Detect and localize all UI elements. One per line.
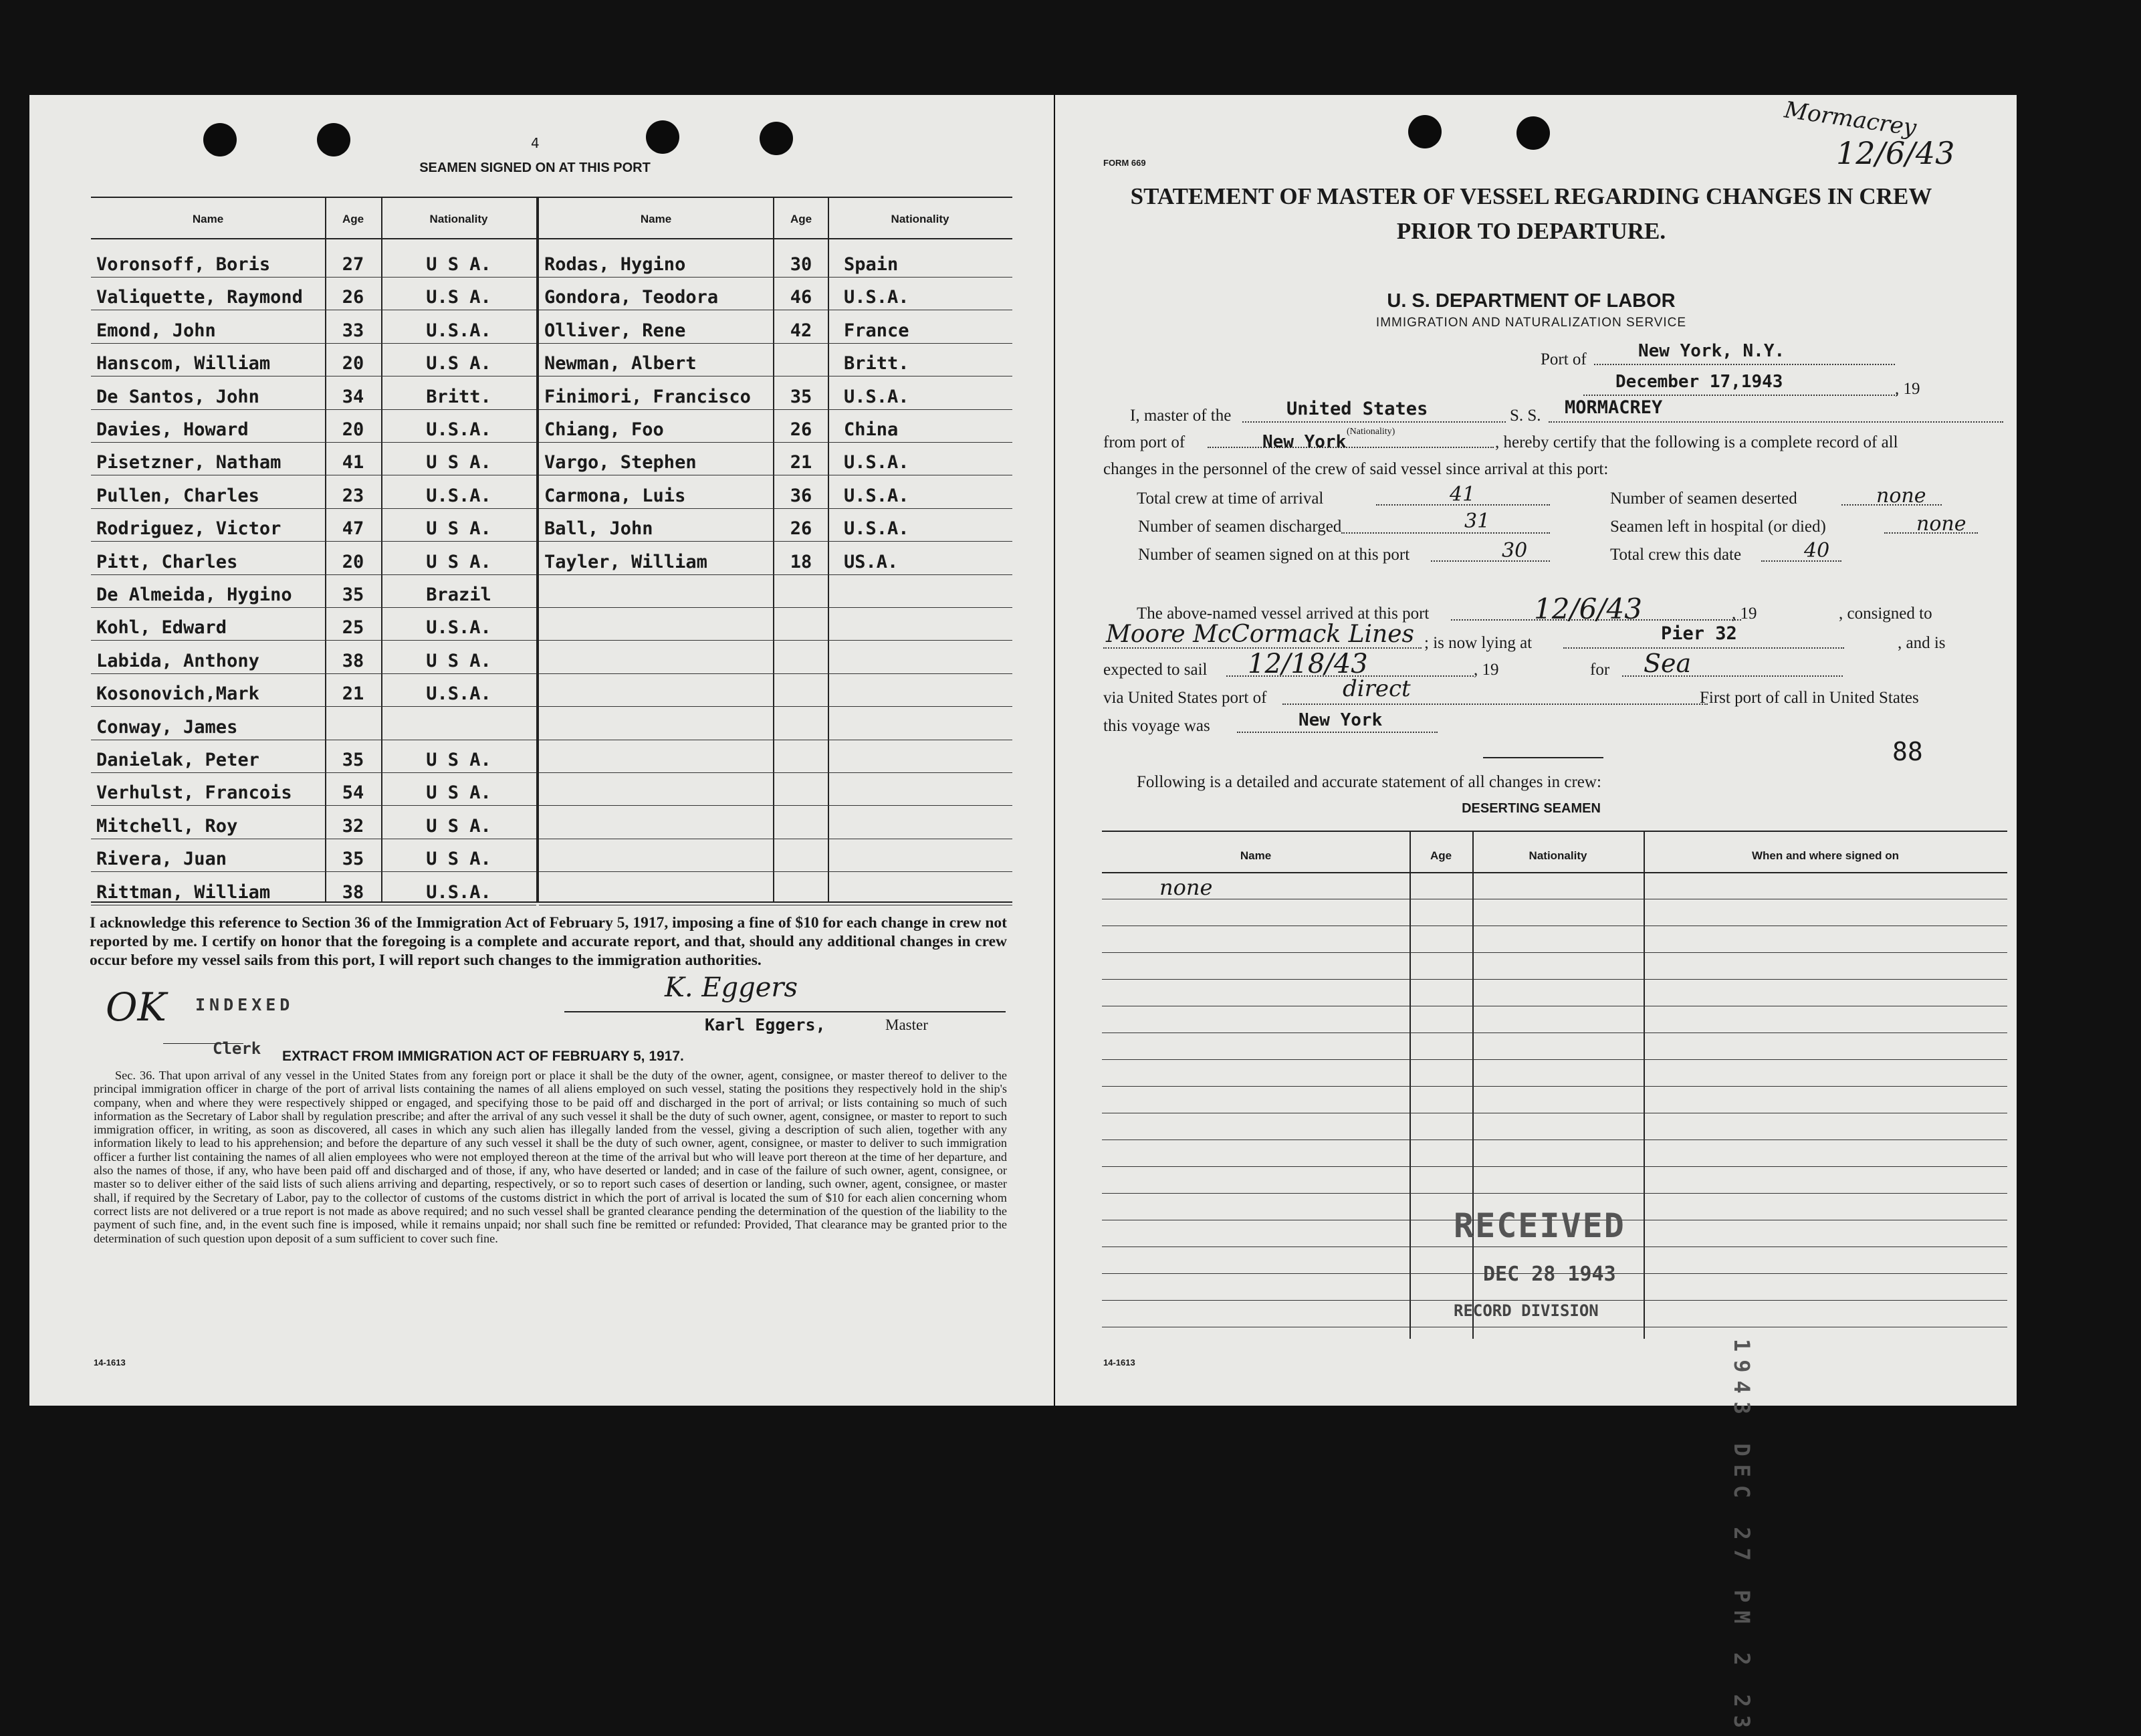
column-header-age: Age (1430, 849, 1452, 862)
column-header-name: Name (192, 213, 224, 225)
seaman-name: Chiang, Foo (544, 419, 664, 440)
seaman-name: De Almeida, Hygino (96, 584, 292, 605)
seaman-age: 38 (342, 881, 364, 903)
and-is-label: , and is (1898, 634, 1946, 652)
seaman-nationality: U S A. (426, 650, 491, 671)
side-number: 88 (1892, 737, 1923, 766)
seaman-age: 38 (342, 650, 364, 671)
seaman-age: 18 (790, 551, 812, 572)
column-header-signed-on: When and where signed on (1751, 849, 1900, 862)
master-signature: K. Eggers (665, 972, 798, 1003)
seaman-name: Pisetzner, Natham (96, 452, 281, 473)
seaman-nationality: Spain (844, 254, 899, 275)
service-name: IMMIGRATION AND NATURALIZATION SERVICE (1375, 316, 1687, 330)
seaman-age: 35 (342, 849, 364, 870)
seaman-name: Davies, Howard (96, 419, 249, 440)
seaman-age: 42 (790, 320, 812, 341)
date-time-stamp: 1943 DEC 27 PM 2 23 (1729, 1339, 1755, 1736)
arrived-suffix: , 19 (1732, 605, 1757, 623)
seaman-age: 21 (790, 452, 812, 473)
seaman-name: Newman, Albert (544, 353, 697, 374)
seaman-name: Mitchell, Roy (96, 815, 238, 837)
seaman-name: Hanscom, William (96, 353, 271, 374)
clerk-stamp: Clerk (213, 1039, 261, 1058)
consignee-value: Moore McCormack Lines (1106, 621, 1415, 648)
signed-on-value: 30 (1502, 539, 1528, 562)
seaman-age: 23 (342, 485, 364, 506)
master-prefix: I, master of the (1130, 407, 1232, 425)
seaman-name: Rivera, Juan (96, 849, 227, 870)
column-header-nationality: Nationality (891, 213, 949, 225)
column-header-name: Name (1240, 849, 1272, 862)
seaman-age: 34 (342, 386, 364, 407)
seaman-nationality: U.S.A. (844, 518, 909, 540)
seaman-age: 21 (342, 683, 364, 705)
port-label: Port of (1541, 350, 1587, 368)
seaman-age: 30 (790, 254, 812, 275)
seaman-age: 35 (790, 386, 812, 407)
expected-suffix: , 19 (1474, 661, 1499, 679)
voyage-value: New York (1299, 710, 1383, 730)
seaman-nationality: China (844, 419, 899, 440)
seaman-nationality: U.S.A. (844, 485, 909, 506)
deserting-seamen-title: DESERTING SEAMEN (1462, 801, 1601, 816)
left-page (29, 95, 1054, 1406)
seaman-nationality: U S A. (426, 452, 491, 473)
seaman-nationality: U.S.A. (426, 683, 491, 705)
seaman-nationality: U S A. (426, 782, 491, 804)
seaman-age: 35 (342, 750, 364, 770)
seaman-name: Rodriguez, Victor (96, 518, 281, 540)
indexed-stamp: INDEXED (195, 995, 294, 1014)
department-name: U. S. DEPARTMENT OF LABOR (1387, 290, 1676, 312)
seaman-age: 26 (342, 287, 364, 308)
column-header-name: Name (640, 213, 672, 225)
corner-note: Mormacrey (1783, 96, 1918, 142)
seaman-age: 27 (342, 254, 364, 275)
seaman-name: Finimori, Francisco (544, 386, 751, 407)
certify-text: , hereby certify that the following is a complete record of all (1495, 433, 1898, 451)
port-value: New York, N.Y. (1638, 341, 1785, 361)
vessel-nationality: United States (1286, 399, 1428, 419)
total-arrival-value: 41 (1450, 483, 1476, 506)
total-date-value: 40 (1804, 539, 1830, 562)
punch-hole (1516, 116, 1550, 150)
right-page (1055, 95, 2017, 1736)
seaman-name: Ball, John (544, 518, 653, 540)
first-port-label: First port of call in United States (1700, 689, 1919, 707)
extract-title: EXTRACT FROM IMMIGRATION ACT OF FEBRUARY 5, 1917. (282, 1049, 684, 1064)
column-header-age: Age (342, 213, 364, 225)
discharged-label: Number of seamen discharged (1138, 518, 1342, 536)
certify-text-line2: changes in the personnel of the crew of said vessel since arrival at this port: (1103, 460, 1609, 478)
seaman-name: Labida, Anthony (96, 650, 259, 671)
via-port-value: direct (1343, 675, 1411, 702)
punch-hole (317, 123, 350, 156)
ss-label: S. S. (1510, 407, 1541, 425)
expected-sail-label: expected to sail (1103, 661, 1208, 679)
seaman-age: 20 (342, 419, 364, 440)
seaman-nationality: U.S A. (426, 287, 491, 308)
seaman-nationality: U S A. (426, 750, 491, 770)
seaman-name: Carmona, Luis (544, 485, 686, 506)
received-date-stamp: DEC 28 1943 (1483, 1263, 1616, 1286)
seaman-nationality: Brazil (426, 584, 491, 605)
seaman-nationality: U.S.A. (426, 617, 491, 639)
corner-date: 12/6/43 (1836, 135, 1955, 171)
for-value: Sea (1644, 649, 1692, 678)
master-name: Karl Eggers, (705, 1015, 826, 1035)
column-header-nationality: Nationality (429, 213, 488, 225)
punch-hole (203, 123, 237, 156)
vessel-name: MORMACREY (1565, 397, 1663, 418)
seaman-nationality: U S A. (426, 849, 491, 870)
following-text: Following is a detailed and accurate statement of all changes in crew: (1137, 773, 1601, 791)
total-arrival-label: Total crew at time of arrival (1137, 490, 1324, 508)
seaman-name: Rittman, William (96, 881, 271, 903)
acknowledgment-text: I acknowledge this reference to Section 36 of the Immigration Act of February 5, 1917, imposing a fine of $10 for each change in crew not reported by me. I certify on honor that the foregoing is a complete and accurate report, and that, should any additional changes in crew occur before my vessel sails from this port, I will report such changes to the immigration authorities. (90, 914, 1007, 969)
via-port-label: via United States port of (1103, 689, 1267, 707)
seaman-age: 47 (342, 518, 364, 540)
seaman-nationality: U.S.A. (844, 386, 909, 407)
seaman-name: Kohl, Edward (96, 617, 227, 639)
seaman-name: Valiquette, Raymond (96, 287, 303, 308)
from-port-label: from port of (1103, 433, 1186, 451)
master-title: Master (885, 1016, 928, 1033)
seaman-nationality: U.S.A. (426, 485, 491, 506)
seaman-age: 46 (790, 287, 812, 308)
seaman-age: 25 (342, 617, 364, 639)
seaman-name: Rodas, Hygino (544, 254, 686, 275)
lying-value: Pier 32 (1661, 623, 1737, 644)
hospital-label: Seamen left in hospital (or died) (1610, 518, 1826, 536)
punch-hole (760, 122, 793, 155)
seaman-nationality: Britt. (426, 386, 491, 407)
seaman-nationality: U S A. (426, 815, 491, 837)
deserting-entry: none (1159, 875, 1213, 900)
seaman-name: Vargo, Stephen (544, 452, 697, 473)
signed-on-label: Number of seamen signed on at this port (1138, 546, 1410, 564)
seaman-age: 41 (342, 452, 364, 473)
seaman-name: Tayler, William (544, 551, 707, 572)
date-suffix: , 19 (1895, 380, 1920, 398)
seaman-name: Voronsoff, Boris (96, 254, 271, 275)
from-port-value: New York (1262, 432, 1347, 452)
seaman-age: 26 (790, 518, 812, 540)
form-title-line2: PRIOR TO DEPARTURE. (1396, 218, 1666, 244)
seaman-nationality: U S A. (426, 551, 491, 572)
seaman-name: Gondora, Teodora (544, 287, 719, 308)
seaman-nationality: US.A. (844, 551, 899, 572)
deserted-value: none (1876, 484, 1926, 508)
seaman-name: Verhulst, Francois (96, 782, 292, 804)
seaman-age: 26 (790, 419, 812, 440)
record-division-stamp: RECORD DIVISION (1454, 1301, 1599, 1320)
seaman-name: Kosonovich,Mark (96, 683, 259, 705)
seaman-name: Pitt, Charles (96, 551, 238, 572)
arrived-label: The above-named vessel arrived at this port (1137, 605, 1430, 623)
seaman-age: 20 (342, 551, 364, 572)
seaman-nationality: U.S A. (426, 353, 491, 374)
seaman-nationality: U.S.A. (844, 287, 909, 308)
column-header-nationality: Nationality (1529, 849, 1587, 862)
seaman-nationality: France (844, 320, 909, 341)
form-code: 14-1613 (94, 1358, 126, 1368)
section-title: SEAMEN SIGNED ON AT THIS PORT (419, 160, 651, 175)
seaman-name: Conway, James (96, 716, 238, 738)
seaman-nationality: Britt. (844, 353, 909, 374)
voyage-label: this voyage was (1103, 717, 1210, 735)
page-number: 4 (531, 135, 540, 151)
seaman-nationality: U.S.A. (426, 419, 491, 440)
form-number: FORM 669 (1103, 158, 1146, 168)
seaman-name: Pullen, Charles (96, 485, 259, 506)
nationality-caption: (Nationality) (1347, 427, 1395, 437)
arrived-value: 12/6/43 (1534, 592, 1642, 625)
received-stamp: RECEIVED (1454, 1206, 1625, 1245)
seaman-age: 20 (342, 353, 364, 374)
deserted-label: Number of seamen deserted (1610, 490, 1797, 508)
seaman-name: Olliver, Rene (544, 320, 686, 341)
form-title-line1: STATEMENT OF MASTER OF VESSEL REGARDING CHANGES IN CREW (1130, 183, 1932, 209)
for-label: for (1590, 661, 1610, 679)
seaman-name: Emond, John (96, 320, 216, 341)
seaman-age: 54 (342, 782, 364, 804)
seaman-age: 35 (342, 584, 364, 605)
seaman-age: 36 (790, 485, 812, 506)
seaman-nationality: U.S.A. (426, 881, 491, 903)
consigned-label: , consigned to (1839, 605, 1932, 623)
lying-label: ; is now lying at (1424, 634, 1533, 652)
seaman-name: De Santos, John (96, 386, 259, 407)
seaman-name: Danielak, Peter (96, 750, 259, 770)
punch-hole (646, 120, 679, 154)
extract-text: Sec. 36. That upon arrival of any vessel in the United States from any foreign port or place it shall be the duty of the owner, agent, consignee, or master thereof to deliver to the principal immigration officer in charge of the port of arrival lists containing the names of all aliens employed on such vessel, stating the positions they respectively hold in the ship's company, when and where they were respectively shipped or engaged, and specifying those to be paid off and discharged in the port of arrival; or lists containing so much of such information as the Secretary of Labor shall by regulation prescribe; and after the arrival of any such vessel it shall be the duty of such owner, agent, consignee, or master to report to such immigration officer, in writing, as soon as discovered, all cases in which any such alien has illegally landed from the vessel, giving a description of such alien, together with any information likely to lead to his apprehension; and before the departure of any such vessel it shall be the duty of such owner, agent, consignee, or master to deliver to such immigration officer a further list containing the names of all alien employees who were not employed thereon at the time of the arrival but who will leave port thereon at the time of her departure, and also the names of those, if any, who have been paid off and discharged and of those, if any, who have deserted or landed; and in case of the failure of such owner, agent, consignee, or master so to deliver either of the said lists of such aliens arriving and departing, respectively, or so to report such cases of desertion or landing, such owner, agent, consignee, or master shall, if required by the Secretary of Labor, pay to the collector of customs of the customs district in which the port of arrival is located the sum of $10 for each alien concerning whom correct lists are not delivered or a true report is not made as above required; and no such vessel shall be granted clearance pending the determination of the question of the liability to the payment of such fine, and, in the event such fine is imposed, while it remains unpaid; nor shall such fine be remitted or refunded: Provided, That clearance may be granted prior to the determination of such question upon deposit of a sum sufficient to cover such fine. (94, 1069, 1007, 1245)
seaman-nationality: U.S.A. (844, 452, 909, 473)
date-value: December 17,1943 (1615, 372, 1783, 392)
seaman-nationality: U.S.A. (426, 320, 491, 341)
seaman-nationality: U S A. (426, 518, 491, 540)
seaman-age: 33 (342, 320, 364, 341)
form-code: 14-1613 (1103, 1358, 1135, 1368)
total-date-label: Total crew this date (1610, 546, 1742, 564)
hospital-value: none (1916, 512, 1966, 536)
expected-sail-value: 12/18/43 (1248, 649, 1368, 679)
seaman-nationality: U S A. (426, 254, 491, 275)
seaman-age: 32 (342, 815, 364, 837)
punch-hole (1408, 115, 1442, 148)
clerk-initials: OK (106, 984, 166, 1030)
column-header-age: Age (790, 213, 812, 225)
discharged-value: 31 (1464, 510, 1490, 533)
